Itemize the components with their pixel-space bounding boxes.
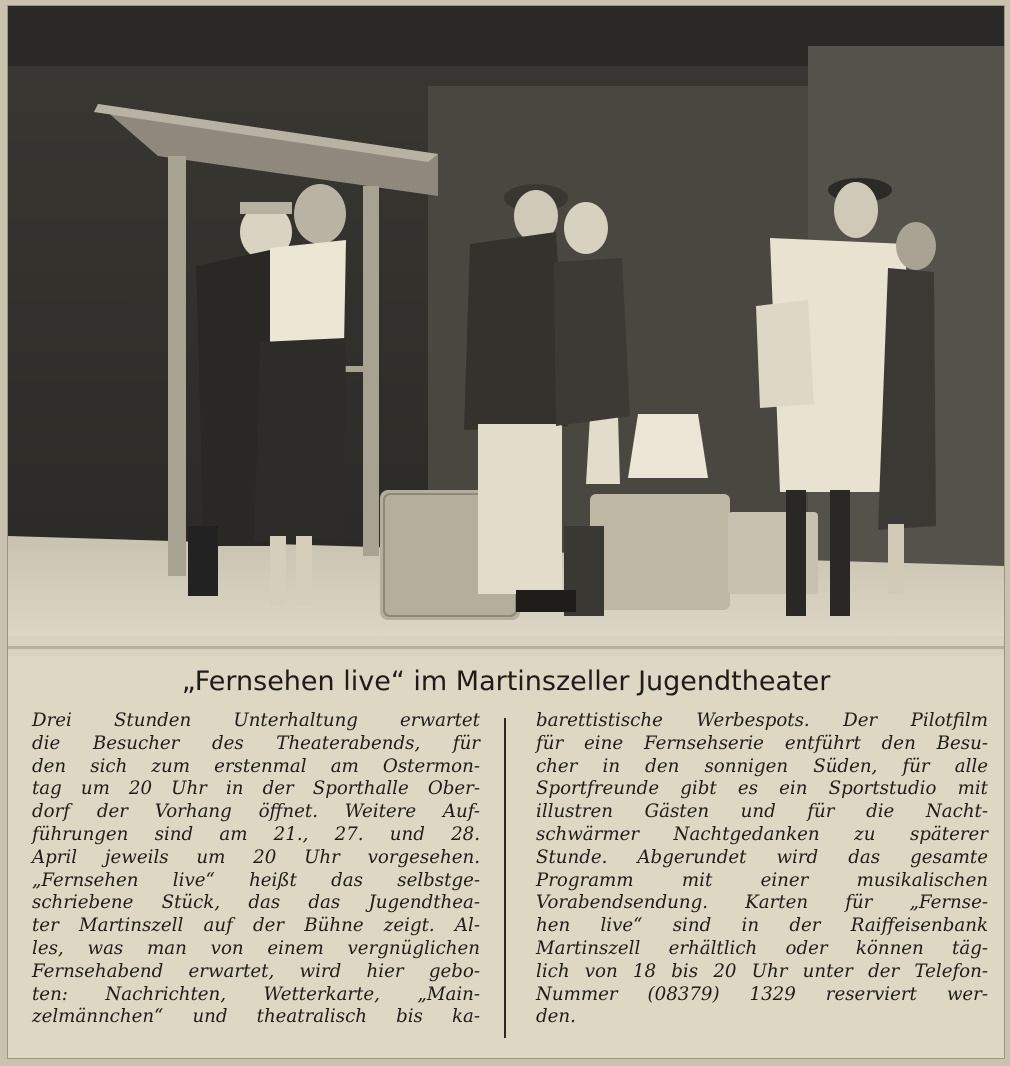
article-column-right xyxy=(536,710,988,1029)
text-line: Stunde. Abgerundet wird das gesamte xyxy=(536,846,988,868)
stage-photo-graphic xyxy=(8,6,1004,656)
column-divider xyxy=(504,718,506,1038)
text-line: Vorabendsendung. Karten für „Fernse- xyxy=(536,892,988,914)
text-line: ten: Nachrichten, Wetterkarte, „Main- xyxy=(32,983,480,1005)
text-line: schriebene Stück, das das Jugendthea- xyxy=(32,892,480,914)
text-line: den. xyxy=(536,1006,576,1028)
text-line: dorf der Vorhang öffnet. Weitere Auf- xyxy=(32,801,480,823)
stage-photo xyxy=(8,6,1004,656)
text-line: tag um 20 Uhr in der Sporthalle Ober- xyxy=(32,778,480,800)
article-column-left xyxy=(32,710,480,1029)
text-line: illustren Gästen und für die Nacht- xyxy=(536,801,988,823)
text-line: hen live“ sind in der Raiffeisenbank xyxy=(536,915,988,937)
newspaper-clipping xyxy=(8,6,1004,1058)
text-line: Programm mit einer musikalischen xyxy=(536,869,988,891)
text-line: cher in den sonnigen Süden, für alle xyxy=(536,755,988,777)
article-headline: „Fernsehen live“ im Martinszeller Jugendtheater xyxy=(181,666,831,697)
text-line: Nummer (08379) 1329 reserviert wer- xyxy=(536,983,988,1005)
text-line: den sich zum erstenmal am Ostermon- xyxy=(32,755,480,777)
text-line: April jeweils um 20 Uhr vorgesehen. xyxy=(32,846,480,868)
text-line: die Besucher des Theaterabends, für xyxy=(32,732,480,754)
text-line: les, was man von einem vergnüglichen xyxy=(32,937,480,959)
text-line: „Fernsehen live“ heißt das selbstge- xyxy=(32,869,480,891)
text-line: Drei Stunden Unterhaltung erwartet xyxy=(32,710,480,731)
text-line: zelmännchen“ und theatralisch bis ka- xyxy=(32,1006,480,1028)
text-line: Sportfreunde gibt es ein Sportstudio mit xyxy=(536,778,988,800)
text-line: Fernsehabend erwartet, wird hier gebo- xyxy=(32,960,480,982)
text-line: für eine Fernsehserie entführt den Besu- xyxy=(536,732,988,754)
text-line: barettistische Werbespots. Der Pilotfilm xyxy=(536,710,988,731)
text-line: ter Martinszell auf der Bühne zeigt. Al- xyxy=(32,915,480,937)
text-line: schwärmer Nachtgedanken zu späterer xyxy=(536,823,988,845)
text-line: lich von 18 bis 20 Uhr unter der Telefon- xyxy=(536,960,988,982)
text-line: führungen sind am 21., 27. und 28. xyxy=(32,823,480,845)
text-line: Martinszell erhältlich oder können täg- xyxy=(536,937,988,959)
